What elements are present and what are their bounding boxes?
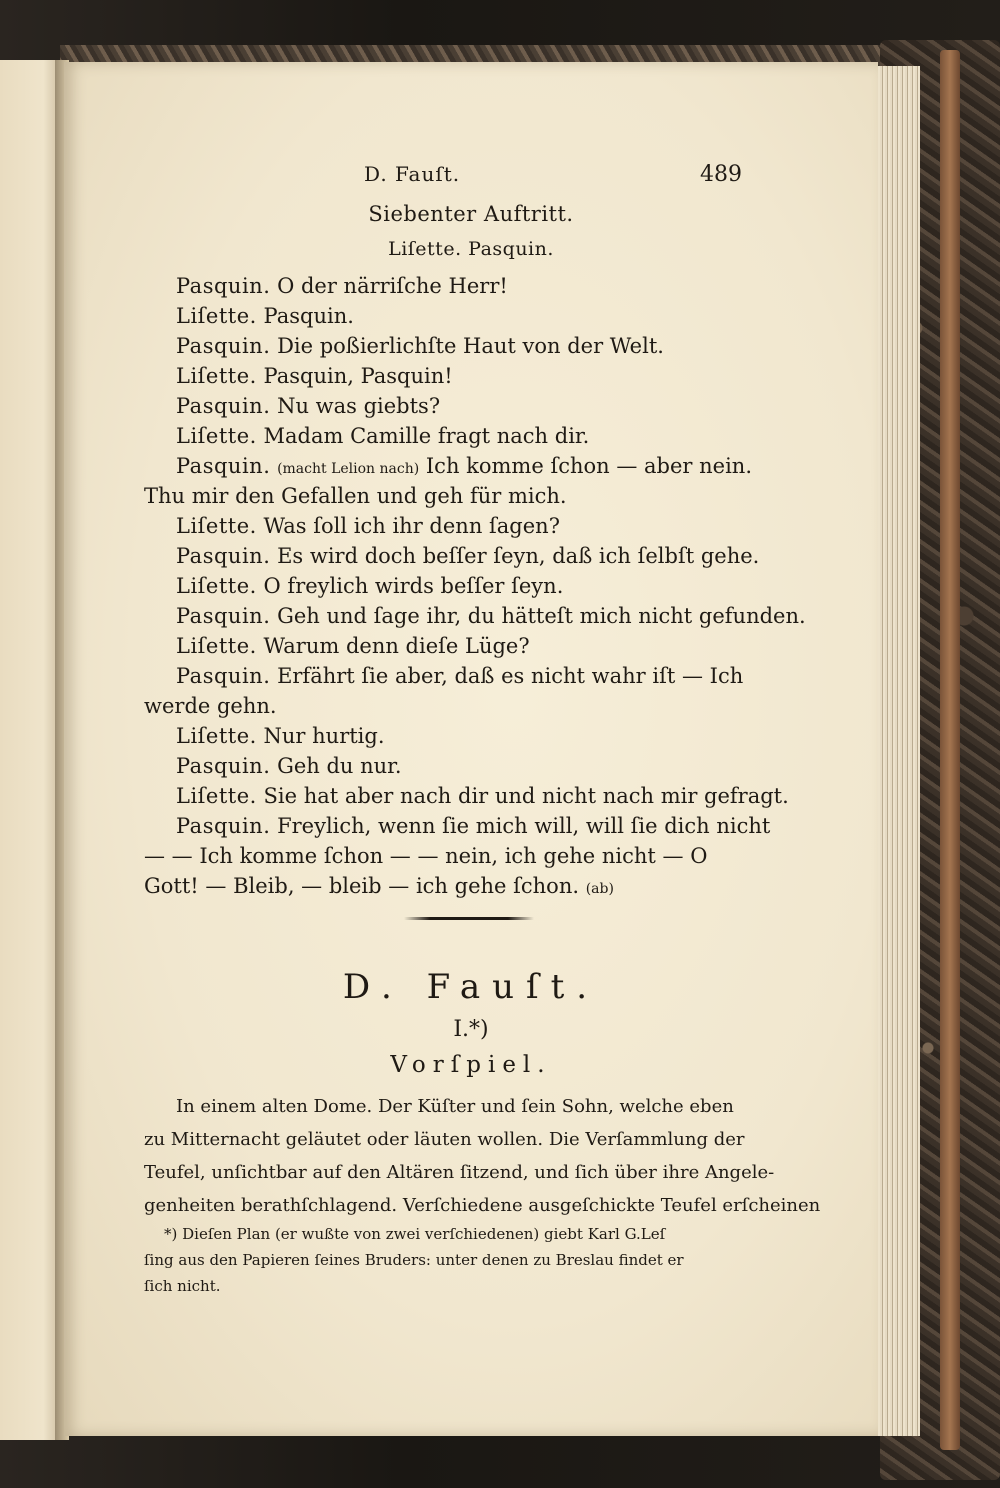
dialogue-text: Nu was giebts? <box>277 394 441 418</box>
scene-heading: Siebenter Auftritt. <box>368 202 574 226</box>
dialogue-line <box>176 452 752 483</box>
speaker-name: Liſette. <box>176 634 257 658</box>
dialogue-line <box>176 782 789 810</box>
dialogue-line <box>144 872 614 903</box>
paragraph-line: genheiten berathſchlagend. Verſchiedene ausgeſchickte Teufel erſcheinen <box>144 1195 821 1216</box>
speaker-name: Liſette. <box>176 724 257 748</box>
dialogue-text: Freylich, wenn ſie mich will, will ſie dich nicht <box>277 814 771 838</box>
speaker-name: Pasquin. <box>176 544 271 568</box>
leather-spine-edge <box>940 50 960 1450</box>
footnote-line: ſich nicht. <box>144 1277 221 1295</box>
stage-direction: (macht Lelion nach) <box>277 461 420 477</box>
paragraph-line: In einem alten Dome. Der Küſter und ſein Sohn, welche eben <box>176 1096 734 1117</box>
speaker-name: Liſette. <box>176 784 257 808</box>
dialogue-line <box>176 662 743 690</box>
dialogue-line <box>176 722 385 750</box>
dialogue-text: O der närriſche Herr! <box>277 274 508 298</box>
dialogue-text: Pasquin. <box>263 304 354 328</box>
dialogue-line <box>176 812 770 840</box>
dialogue-line <box>176 752 402 780</box>
speaker-name: Pasquin. <box>176 454 271 478</box>
dialogue-text: Die poßierlichſte Haut von der Welt. <box>277 334 664 358</box>
dialogue-text: Madam Camille fragt nach dir. <box>263 424 590 448</box>
section-number: I.*) <box>453 1017 489 1042</box>
dialogue-line <box>176 632 530 660</box>
dialogue-line <box>176 512 560 540</box>
paragraph-line: zu Mitternacht geläutet oder läuten wollen. Die Verſammlung der <box>144 1129 745 1150</box>
section-title: D. Fauſt. <box>342 967 600 1007</box>
dialogue-text: Geh du nur. <box>277 754 402 778</box>
dialogue-line <box>176 422 589 450</box>
book-page <box>64 62 878 1436</box>
dialogue-line <box>176 362 453 390</box>
dialogue-text: werde gehn. <box>144 694 277 718</box>
speaker-name: Liſette. <box>176 364 257 388</box>
dialogue-line <box>144 692 277 720</box>
dialogue-line <box>176 332 664 360</box>
speaker-name: Pasquin. <box>176 604 271 628</box>
dialogue-text: Thu mir den Gefallen und geh für mich. <box>144 484 567 508</box>
speaker-name: Pasquin. <box>176 814 271 838</box>
footnote-line: ſing aus den Papieren ſeines Bruders: unter denen zu Breslau findet er <box>144 1251 684 1269</box>
footnote-line: *) Dieſen Plan (er wußte von zwei verſchiedenen) giebt Karl G.Leſ <box>164 1225 666 1243</box>
characters-line: Liſette. Pasquin. <box>388 238 554 260</box>
page-number: 489 <box>700 162 742 187</box>
speaker-name: Liſette. <box>176 424 257 448</box>
speaker-name: Pasquin. <box>176 274 271 298</box>
dialogue-line <box>144 482 567 510</box>
section-rule <box>404 917 534 920</box>
running-head <box>64 162 878 192</box>
dialogue-line <box>176 302 354 330</box>
dialogue-text: Gott! — Bleib, — bleib — ich gehe ſchon. <box>144 874 580 898</box>
stage-direction: (ab) <box>585 881 614 897</box>
left-page <box>0 60 62 1440</box>
speaker-name: Pasquin. <box>176 394 271 418</box>
speaker-name: Pasquin. <box>176 664 271 688</box>
dialogue-text: Was ſoll ich ihr denn ſagen? <box>263 514 560 538</box>
dialogue-text: Warum denn dieſe Lüge? <box>263 634 530 658</box>
dialogue-line <box>176 272 508 300</box>
dialogue-line <box>176 602 806 630</box>
dialogue-text: — — Ich komme ſchon — — nein, ich gehe nicht — O <box>144 844 708 868</box>
dialogue-line <box>144 842 707 870</box>
speaker-name: Liſette. <box>176 514 257 538</box>
dialogue-text: Es wird doch beſſer ſeyn, daß ich ſelbſt gehe. <box>277 544 760 568</box>
running-head-title: D. Fauſt. <box>364 162 461 186</box>
dialogue-text: Ich komme ſchon — aber nein. <box>425 454 752 478</box>
dialogue-text: Geh und ſage ihr, du hätteſt mich nicht gefunden. <box>277 604 806 628</box>
dialogue-line <box>176 542 759 570</box>
dialogue-text: O freylich wirds beſſer ſeyn. <box>263 574 564 598</box>
paragraph-line: Teufel, unſichtbar auf den Altären ſitzend, und ſich über ihre Angele- <box>144 1162 775 1183</box>
subsection-title: Vorſpiel. <box>390 1052 552 1078</box>
dialogue-line <box>176 572 563 600</box>
dialogue-text: Pasquin, Pasquin! <box>263 364 453 388</box>
dialogue-line <box>176 392 440 420</box>
speaker-name: Liſette. <box>176 574 257 598</box>
speaker-name: Liſette. <box>176 304 257 328</box>
speaker-name: Pasquin. <box>176 754 271 778</box>
speaker-name: Pasquin. <box>176 334 271 358</box>
dialogue-text: Nur hurtig. <box>263 724 385 748</box>
dialogue-text: Sie hat aber nach dir und nicht nach mir gefragt. <box>263 784 789 808</box>
dialogue-text: Erfährt ſie aber, daß es nicht wahr iſt — Ich <box>277 664 744 688</box>
